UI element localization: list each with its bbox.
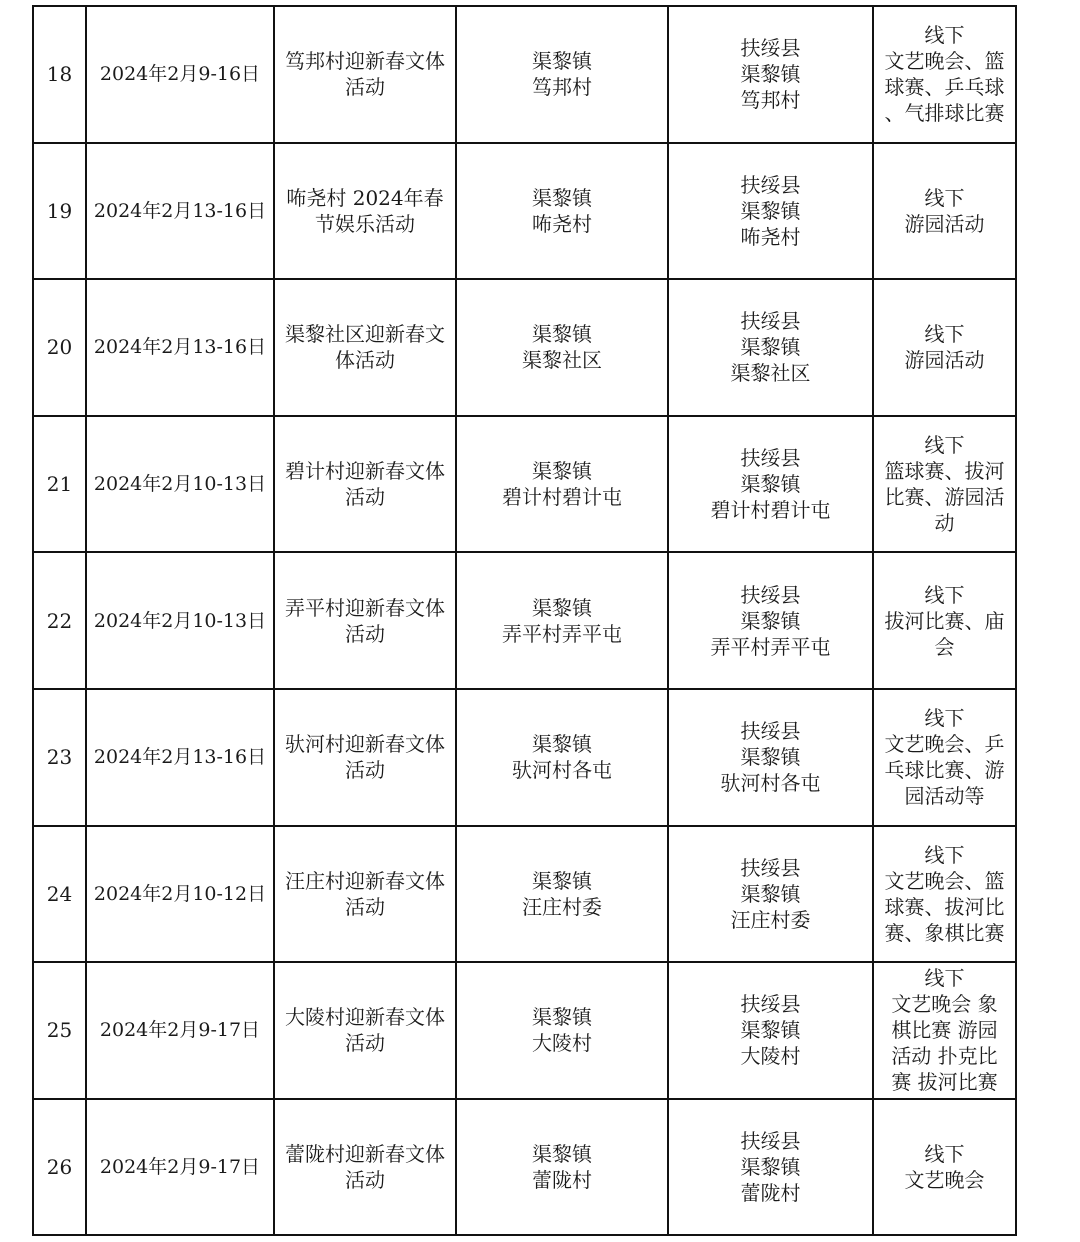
row-number-cell: 25 bbox=[33, 962, 86, 1099]
organizer-cell: 渠黎镇 笃邦村 bbox=[456, 6, 668, 143]
location-cell: 扶绥县 渠黎镇 渠黎社区 bbox=[668, 279, 873, 416]
organizer-cell: 渠黎镇 大陵村 bbox=[456, 962, 668, 1099]
table-row bbox=[33, 143, 1016, 280]
activity-name-cell: 汪庄村迎新春文体 活动 bbox=[274, 826, 456, 963]
table-row bbox=[33, 1099, 1016, 1236]
location-cell: 扶绥县 渠黎镇 蕾陇村 bbox=[668, 1099, 873, 1236]
activity-form-cell: 线下 文艺晚会、乒 乓球比赛、游 园活动等 bbox=[873, 689, 1016, 826]
location-cell: 扶绥县 渠黎镇 弄平村弄平屯 bbox=[668, 552, 873, 689]
activity-form-cell: 线下 篮球赛、拔河 比赛、游园活 动 bbox=[873, 416, 1016, 553]
organizer-cell: 渠黎镇 咘尧村 bbox=[456, 143, 668, 280]
table-row bbox=[33, 962, 1016, 1099]
organizer-cell: 渠黎镇 蕾陇村 bbox=[456, 1099, 668, 1236]
row-number-cell: 20 bbox=[33, 279, 86, 416]
table-row bbox=[33, 689, 1016, 826]
location-cell: 扶绥县 渠黎镇 笃邦村 bbox=[668, 6, 873, 143]
organizer-cell: 渠黎镇 驮河村各屯 bbox=[456, 689, 668, 826]
activity-name-cell: 驮河村迎新春文体 活动 bbox=[274, 689, 456, 826]
table-row bbox=[33, 826, 1016, 963]
activity-table bbox=[32, 5, 1017, 1236]
activity-form-cell: 线下 文艺晚会 bbox=[873, 1099, 1016, 1236]
date-cell: 2024年2月9-17日 bbox=[86, 962, 274, 1099]
location-cell: 扶绥县 渠黎镇 咘尧村 bbox=[668, 143, 873, 280]
activity-form-cell: 线下 文艺晚会、篮 球赛、拔河比 赛、象棋比赛 bbox=[873, 826, 1016, 963]
activity-name-cell: 碧计村迎新春文体 活动 bbox=[274, 416, 456, 553]
location-cell: 扶绥县 渠黎镇 大陵村 bbox=[668, 962, 873, 1099]
activity-form-cell: 线下 文艺晚会、篮 球赛、乒乓球 、气排球比赛 bbox=[873, 6, 1016, 143]
row-number-cell: 23 bbox=[33, 689, 86, 826]
activity-form-cell: 线下 游园活动 bbox=[873, 143, 1016, 280]
activity-name-cell: 蕾陇村迎新春文体 活动 bbox=[274, 1099, 456, 1236]
location-cell: 扶绥县 渠黎镇 驮河村各屯 bbox=[668, 689, 873, 826]
organizer-cell: 渠黎镇 渠黎社区 bbox=[456, 279, 668, 416]
date-cell: 2024年2月9-16日 bbox=[86, 6, 274, 143]
row-number-cell: 18 bbox=[33, 6, 86, 143]
activity-form-cell: 线下 文艺晚会 象 棋比赛 游园 活动 扑克比 赛 拔河比赛 bbox=[873, 962, 1016, 1099]
table-row bbox=[33, 279, 1016, 416]
location-cell: 扶绥县 渠黎镇 碧计村碧计屯 bbox=[668, 416, 873, 553]
date-cell: 2024年2月13-16日 bbox=[86, 279, 274, 416]
date-cell: 2024年2月9-17日 bbox=[86, 1099, 274, 1236]
activity-name-cell: 弄平村迎新春文体 活动 bbox=[274, 552, 456, 689]
date-cell: 2024年2月10-13日 bbox=[86, 552, 274, 689]
activity-name-cell: 大陵村迎新春文体 活动 bbox=[274, 962, 456, 1099]
table-row bbox=[33, 552, 1016, 689]
organizer-cell: 渠黎镇 碧计村碧计屯 bbox=[456, 416, 668, 553]
row-number-cell: 24 bbox=[33, 826, 86, 963]
organizer-cell: 渠黎镇 汪庄村委 bbox=[456, 826, 668, 963]
table-body bbox=[33, 6, 1016, 1235]
table-row bbox=[33, 6, 1016, 143]
date-cell: 2024年2月10-12日 bbox=[86, 826, 274, 963]
date-cell: 2024年2月13-16日 bbox=[86, 689, 274, 826]
date-cell: 2024年2月13-16日 bbox=[86, 143, 274, 280]
row-number-cell: 22 bbox=[33, 552, 86, 689]
organizer-cell: 渠黎镇 弄平村弄平屯 bbox=[456, 552, 668, 689]
activity-form-cell: 线下 游园活动 bbox=[873, 279, 1016, 416]
row-number-cell: 19 bbox=[33, 143, 86, 280]
activity-name-cell: 笃邦村迎新春文体 活动 bbox=[274, 6, 456, 143]
activity-form-cell: 线下 拔河比赛、庙 会 bbox=[873, 552, 1016, 689]
activity-name-cell: 渠黎社区迎新春文 体活动 bbox=[274, 279, 456, 416]
row-number-cell: 21 bbox=[33, 416, 86, 553]
table-row bbox=[33, 416, 1016, 553]
row-number-cell: 26 bbox=[33, 1099, 86, 1236]
date-cell: 2024年2月10-13日 bbox=[86, 416, 274, 553]
activity-name-cell: 咘尧村 2024年春 节娱乐活动 bbox=[274, 143, 456, 280]
location-cell: 扶绥县 渠黎镇 汪庄村委 bbox=[668, 826, 873, 963]
